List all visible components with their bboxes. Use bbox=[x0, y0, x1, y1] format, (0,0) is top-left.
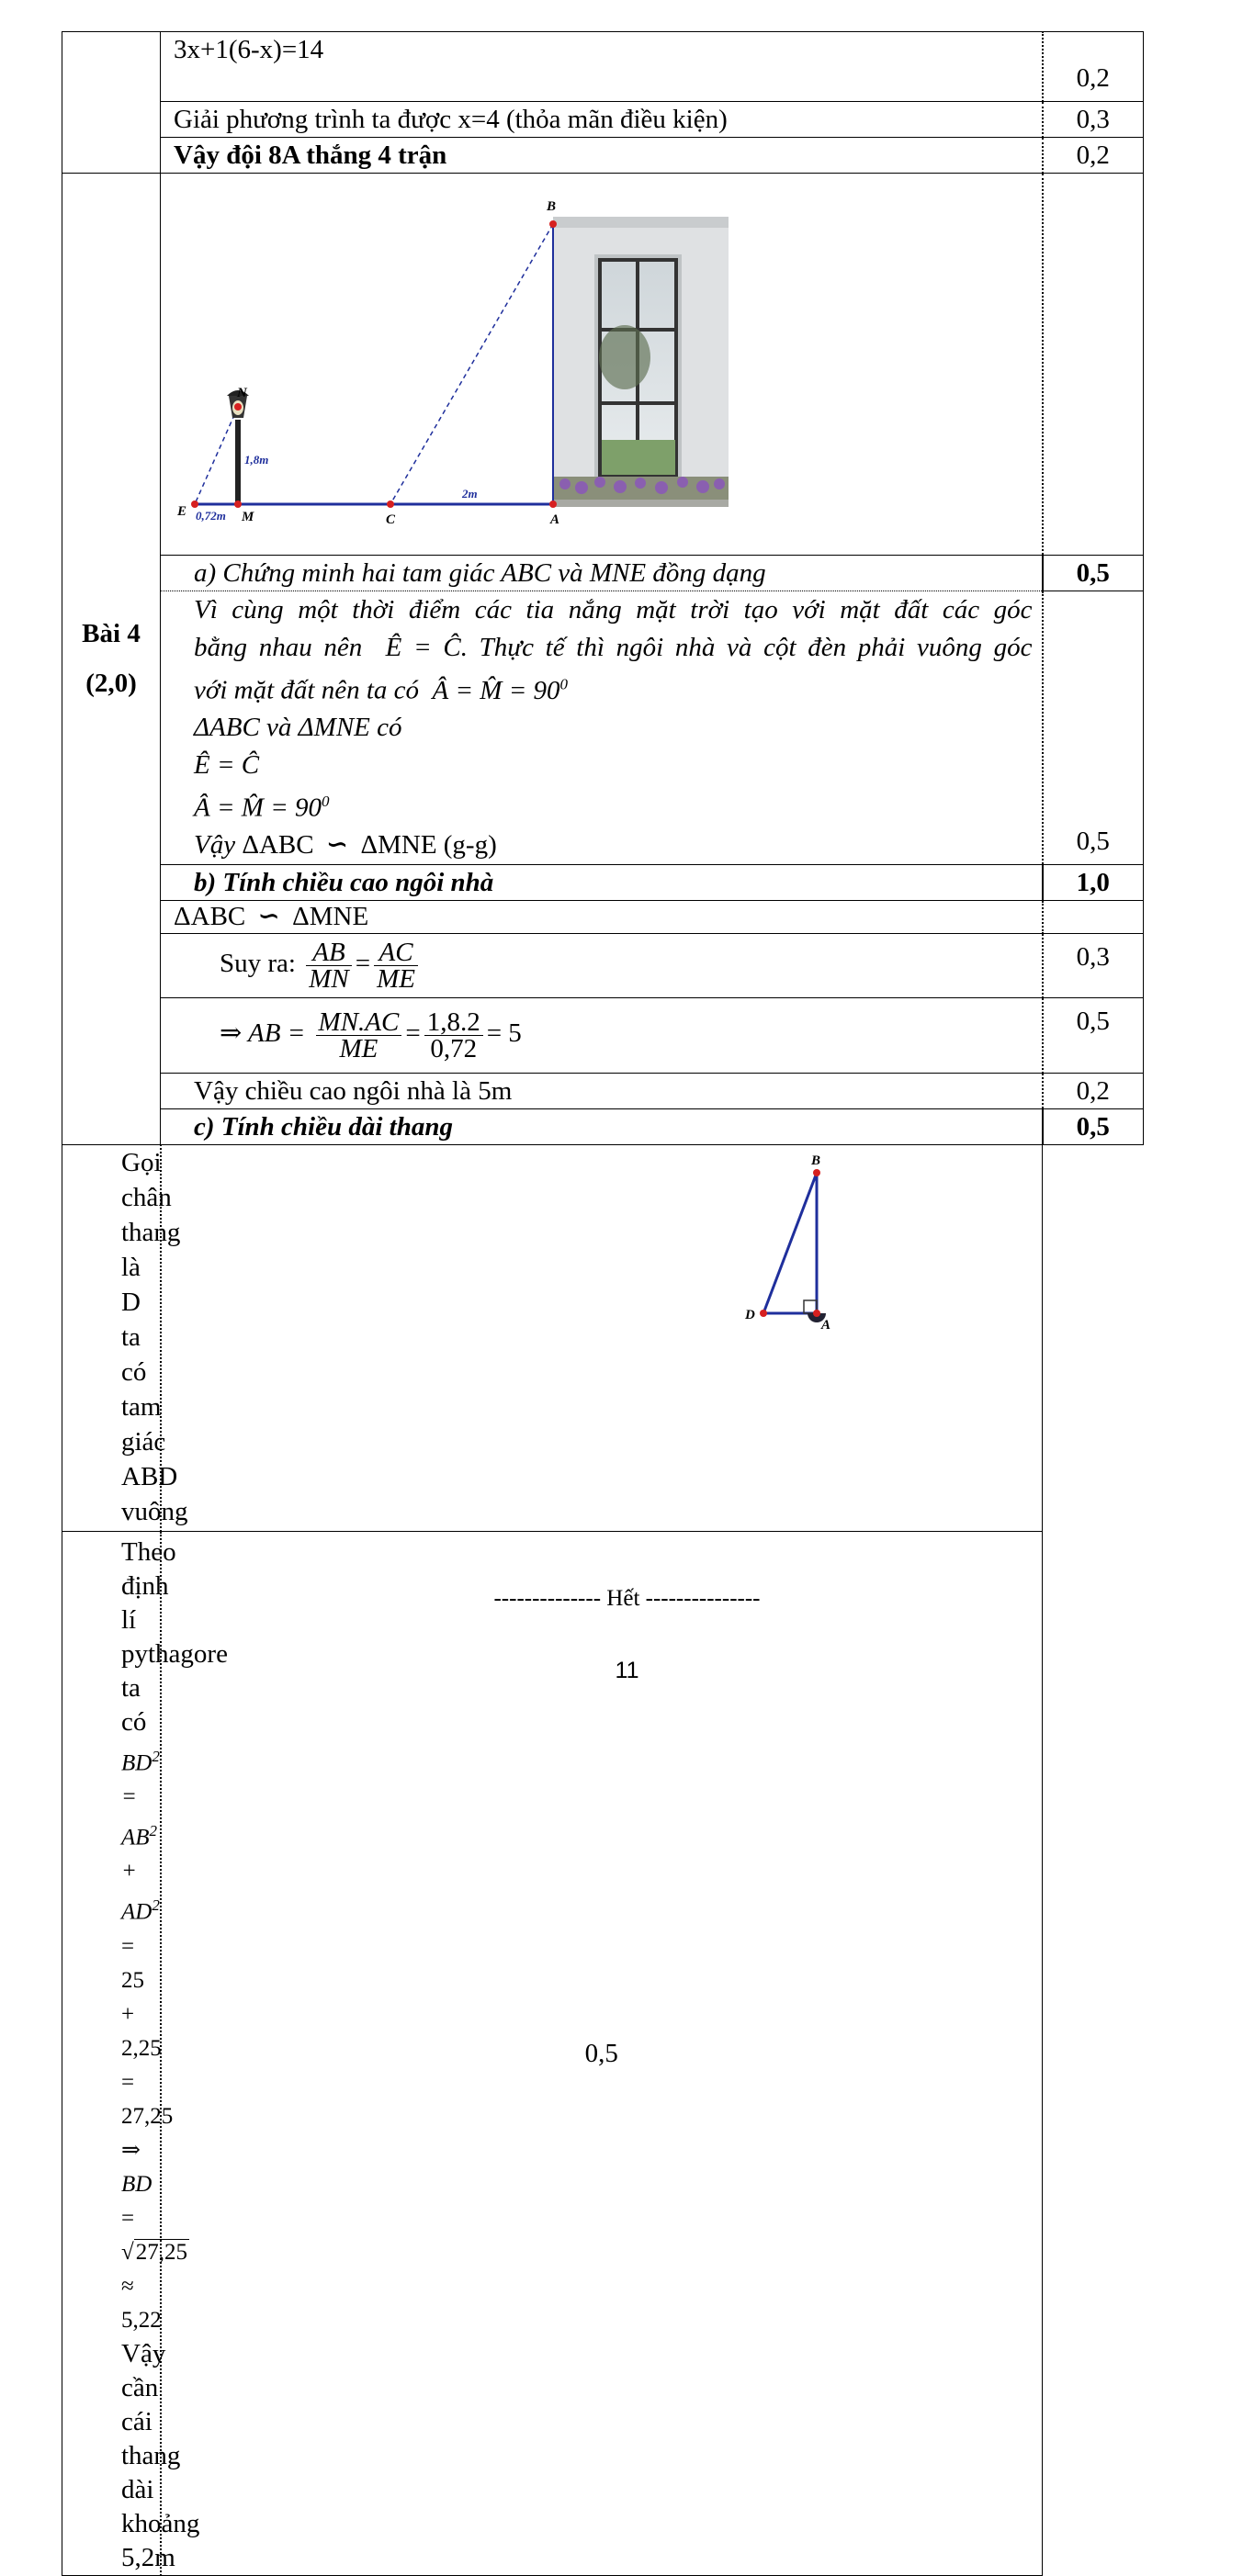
house-image bbox=[553, 217, 729, 507]
label-d: D bbox=[745, 1307, 755, 1322]
row-content: Vậy đội 8A thắng 4 trận bbox=[161, 138, 1043, 174]
row-points bbox=[1043, 900, 1144, 933]
table-row bbox=[62, 1144, 1144, 1531]
part-a-heading: a) Chứng minh hai tam giác ABC và MNE đồng dạng bbox=[161, 556, 1043, 591]
label-e: E bbox=[177, 504, 187, 519]
end-marker: -------------- Hết --------------- bbox=[493, 1586, 761, 1611]
similar-symbol: ∽ bbox=[325, 830, 349, 861]
ray-bc bbox=[390, 224, 553, 504]
label-b: B bbox=[811, 1153, 821, 1168]
shadow-figure bbox=[161, 174, 1040, 546]
section-label-cell bbox=[62, 174, 161, 1145]
table-row bbox=[62, 102, 1144, 138]
proof-line: ΔABC và ΔMNE có bbox=[194, 713, 402, 743]
proof-line: Vậy ΔABC ∽ ΔMNE (g-g) bbox=[194, 830, 497, 861]
fraction-ac-me: $\frac{AC}{ME}$ bbox=[374, 939, 418, 992]
table-row bbox=[62, 556, 1144, 591]
part-c-conclusion: Vậy cần cái thang dài khoảng 5,2m bbox=[121, 2338, 200, 2572]
part-b-calc: ⇒ AB = $\frac{MN.AC}{ME}$ = $\frac{1,8.2}{0,72}$ = 5 bbox=[161, 997, 1043, 1073]
row-content: 3x+1(6-x)=14 bbox=[161, 32, 1043, 102]
figure-cell bbox=[161, 174, 1043, 556]
formula-ab-calc: ⇒ AB = bbox=[220, 1018, 306, 1048]
label-m: M bbox=[242, 510, 254, 524]
point-n bbox=[234, 403, 242, 411]
formula-pythagore: $BD^2 = AB^2 + AD^2$ bbox=[121, 1747, 160, 1925]
table-row bbox=[62, 1073, 1144, 1108]
part-a-points: 0,5 bbox=[1043, 591, 1144, 865]
table-row bbox=[62, 933, 1144, 997]
part-c-points: 0,5 bbox=[161, 1531, 1043, 2575]
pythagore-line: Theo định lí pythagore ta có bbox=[121, 1536, 228, 1737]
part-c-pythagore bbox=[62, 1531, 228, 2575]
part-a-proof bbox=[161, 591, 1043, 865]
part-b-ratio: Suy ra: $\frac{AB}{MN}$ = $\frac{AC}{ME}$ bbox=[161, 933, 1043, 997]
answer-table bbox=[62, 31, 1144, 2576]
table-row bbox=[62, 32, 1144, 102]
table-row bbox=[62, 864, 1144, 900]
label-n: N bbox=[237, 386, 247, 400]
figure-row bbox=[62, 174, 1144, 556]
point-m bbox=[234, 501, 242, 508]
label-c: C bbox=[386, 512, 396, 527]
part-c-heading-points: 0,5 bbox=[1043, 1108, 1144, 1144]
formula-bd: ⇒ BD = √27,25 ≈ 5,22 bbox=[121, 2137, 187, 2333]
part-b-conclusion: Vậy chiều cao ngôi nhà là 5m bbox=[161, 1073, 1043, 1108]
point-a bbox=[549, 501, 557, 508]
proof-line: Ê = Ĉ bbox=[194, 749, 260, 780]
proof-line: Â = M̂ = $90^0$ bbox=[194, 793, 330, 823]
table-row bbox=[62, 900, 1144, 933]
label-ca-length: 2m bbox=[462, 487, 478, 501]
label-me-length: 0,72m bbox=[196, 509, 226, 523]
page-number: 11 bbox=[615, 1658, 639, 1683]
empty-label-cell bbox=[62, 32, 161, 174]
part-c-heading: c) Tính chiều dài thang bbox=[161, 1108, 1043, 1144]
point-c bbox=[387, 501, 394, 508]
section-score: (2,0) bbox=[85, 669, 137, 699]
label-a: A bbox=[550, 512, 560, 527]
proof-line: Vì cùng một thời điểm các tia nắng mặt trời tạo với mặt đất các góc bbox=[194, 595, 1033, 624]
point-e bbox=[191, 501, 198, 508]
formula-sum: = 25 + 2,25 = 27,25 bbox=[121, 1933, 174, 2129]
part-b-infer-points: 0,3 bbox=[1043, 933, 1144, 997]
part-b-calc-points: 0,5 bbox=[1043, 997, 1144, 1073]
row-points: 0,2 bbox=[1043, 138, 1144, 174]
part-c-intro: Gọi chân thang là D ta có tam giác ABD vuông bbox=[121, 1147, 188, 1526]
similar-symbol: ∽ bbox=[257, 901, 280, 931]
label-a: A bbox=[821, 1317, 831, 1333]
table-row bbox=[62, 138, 1144, 174]
table-row bbox=[62, 1108, 1144, 1144]
row-points bbox=[1043, 174, 1144, 556]
label-b: B bbox=[547, 199, 557, 214]
label-mn-length: 1,8m bbox=[244, 453, 269, 467]
fraction-ab-mn: $\frac{AB}{MN}$ bbox=[306, 939, 352, 992]
part-b-conclusion-points: 0,2 bbox=[1043, 1073, 1144, 1108]
proof-line: với mặt đất nên ta có Â = M̂ = $90^0$ bbox=[194, 675, 569, 705]
table-row bbox=[62, 997, 1144, 1073]
row-content: Giải phương trình ta được x=4 (thỏa mãn điều kiện) bbox=[161, 102, 1043, 138]
formula-angles-e-c: Ê = Ĉ bbox=[373, 632, 461, 662]
row-points: 0,3 bbox=[1043, 102, 1144, 138]
row-points bbox=[161, 1144, 1043, 1531]
table-row bbox=[62, 591, 1144, 865]
ray-ne bbox=[195, 407, 238, 504]
section-title: Bài 4 bbox=[82, 619, 141, 649]
part-a-heading-points: 0,5 bbox=[1043, 556, 1144, 591]
proof-line: bằng nhau nên Ê = Ĉ. Thực tế thì ngôi nhà và cột đèn phải vuông góc bbox=[194, 632, 1033, 662]
part-b-heading-points: 1,0 bbox=[1043, 864, 1144, 900]
formula-right-angles: Â = M̂ = $90^0$ bbox=[425, 675, 569, 705]
table-row bbox=[62, 1531, 1144, 2575]
part-c-intro-cell bbox=[62, 1144, 831, 1531]
point-b bbox=[549, 220, 557, 228]
part-b-heading: b) Tính chiều cao ngôi nhà bbox=[161, 864, 1043, 900]
ladder-triangle-figure bbox=[727, 1153, 846, 1336]
part-b-similar: ΔABC ∽ ΔMNE bbox=[161, 900, 1043, 933]
row-points: 0,2 bbox=[1043, 32, 1144, 102]
